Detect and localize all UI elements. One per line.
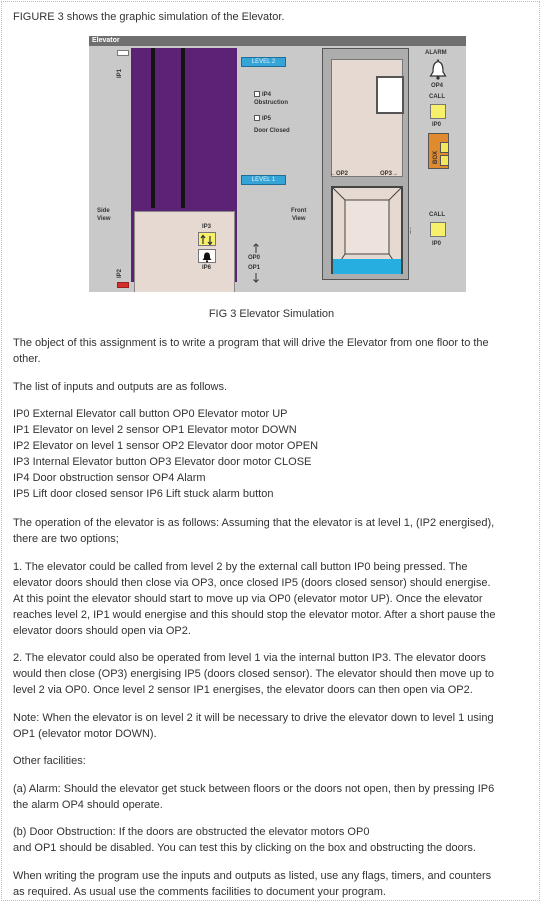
ip6-button[interactable] xyxy=(198,249,216,263)
intro-text: FIGURE 3 shows the graphic simulation of the Elevator. xyxy=(13,11,285,23)
option-1-paragraph xyxy=(13,559,535,639)
up-down-arrows-icon xyxy=(199,234,215,246)
document-page xyxy=(1,1,540,901)
option-1-line-2: elevator doors should then close via OP3, once closed IP5 (doors closed sensor) should energise. xyxy=(13,577,491,589)
front-view-label-2: View xyxy=(292,216,306,222)
op4-label: OP4 xyxy=(431,83,444,89)
operation-paragraph xyxy=(13,515,535,547)
ip6-label: IP6 xyxy=(202,265,212,271)
op0-label: OP0 xyxy=(248,255,261,261)
note-paragraph xyxy=(13,710,535,742)
option-2-line-2: would then close (OP3) energising IP5 (doors closed sensor). The elevator should then move up to xyxy=(13,668,495,680)
obstruction-line-2: and OP1 should be disabled. You can test this by clicking on the box and obstructing the doors. xyxy=(13,842,476,854)
elevator-cable-right xyxy=(181,48,185,208)
figure-caption: FIG 3 Elevator Simulation xyxy=(208,308,335,320)
ip5-row[interactable] xyxy=(254,115,271,123)
operation-line-1: The operation of the elevator is as follows: Assuming that the elevator is at level 1, (IP2 energised), xyxy=(13,517,495,529)
level-2-label: LEVEL 2 xyxy=(251,59,276,65)
note-line-2: OP1 (elevator motor DOWN). xyxy=(13,728,157,740)
level-2-call-button[interactable] xyxy=(430,104,446,119)
door-window xyxy=(376,76,404,114)
list-intro: The list of inputs and outputs are as follows. xyxy=(13,381,228,393)
option-1-line-1: 1. The elevator could be called from level 2 by the external call button IP0 being pressed. The xyxy=(13,561,468,573)
window-title: Elevator xyxy=(92,37,120,44)
obstruction-line-1: (b) Door Obstruction: If the doors are obstructed the elevator motors OP0 xyxy=(13,826,370,838)
final-line-2: as required. As usual use the comments facilities to document your program. xyxy=(13,886,386,898)
final-paragraph xyxy=(13,868,535,900)
objective-line-1: The object of this assignment is to write a program that will drive the Elevator from one floor to the xyxy=(13,337,489,349)
call-label-lower: CALL xyxy=(429,212,445,218)
obstruction-paragraph xyxy=(13,824,535,856)
alarm-line-1: (a) Alarm: Should the elevator get stuck between floors or the doors not open, then by pressing IP6 xyxy=(13,783,495,795)
level-1-indicator xyxy=(241,175,286,185)
io-line-1: IP0 External Elevator call button OP0 Elevator motor UP xyxy=(13,408,288,420)
ip0-label-lower: IP0 xyxy=(432,241,442,247)
level-2-indicator xyxy=(241,57,286,67)
other-facilities-heading: Other facilities: xyxy=(13,755,86,767)
objective-paragraph xyxy=(13,335,535,367)
ip2-sensor xyxy=(117,282,129,288)
level-1-label: LEVEL 1 xyxy=(251,177,276,183)
side-view-label-2: View xyxy=(97,216,111,222)
op1-label: OP1 xyxy=(248,265,261,271)
op3-row: OP3→ xyxy=(380,171,399,177)
final-line-1: When writing the program use the inputs and outputs as listed, use any flags, timers, and counters xyxy=(13,870,492,882)
ip0-label-upper: IP0 xyxy=(432,122,442,128)
elevator-car[interactable] xyxy=(134,211,235,292)
bell-icon xyxy=(199,251,215,263)
call-label-upper: CALL xyxy=(429,94,445,100)
ip5-label: IP5 xyxy=(262,116,272,122)
ip4-checkbox[interactable] xyxy=(254,91,260,97)
box-square-bottom xyxy=(440,155,449,166)
operation-line-2: there are two options; xyxy=(13,533,119,545)
window-titlebar xyxy=(89,36,466,46)
ip5-checkbox[interactable] xyxy=(254,115,260,121)
io-line-6: IP5 Lift door closed sensor IP6 Lift stuck alarm button xyxy=(13,488,274,500)
down-arrow-icon xyxy=(252,273,260,283)
op2-label: OP2 xyxy=(336,171,349,177)
objective-line-2: other. xyxy=(13,353,41,365)
option-2-line-3: level 2 via OP0. Once level 2 sensor IP1 energises, the elevator doors can then open via OP2. xyxy=(13,684,473,696)
front-view-label-1: Front xyxy=(291,208,307,214)
ip3-button[interactable] xyxy=(198,232,216,246)
level-1-call-button[interactable] xyxy=(430,222,446,237)
io-line-3: IP2 Elevator on level 1 sensor OP2 Elevator door motor OPEN xyxy=(13,440,319,452)
elevator-floor xyxy=(333,259,401,274)
elevator-cable-left xyxy=(151,48,155,208)
box-label: BOX xyxy=(433,150,439,164)
side-view-label-1: Side xyxy=(97,208,110,214)
option-1-line-3: At this point the elevator should start to move up via OP0 (elevator motor UP). Once the elevator xyxy=(13,593,483,605)
ip4-label: IP4 xyxy=(262,92,272,98)
alarm-bell-icon xyxy=(429,59,447,81)
io-list xyxy=(13,406,318,502)
ip1-label: IP1 xyxy=(117,68,123,78)
up-arrow-icon xyxy=(252,243,260,253)
op2-row: ←OP2 xyxy=(330,171,349,177)
alarm-label: ALARM xyxy=(425,50,447,56)
alarm-paragraph xyxy=(13,781,535,813)
box-indicator[interactable] xyxy=(428,133,449,169)
op3-label: OP3 xyxy=(380,171,393,177)
ip2-label: IP2 xyxy=(117,268,123,278)
door-closed-label: Door Closed xyxy=(254,128,290,134)
option-2-line-1: 2. The elevator could also be operated from level 1 via the internal button IP3. The elevator doors xyxy=(13,652,486,664)
note-line-1: Note: When the elevator is on level 2 it will be necessary to drive the elevator down to level 1 using xyxy=(13,712,494,724)
ip1-sensor xyxy=(117,50,129,56)
obstruction-label: Obstruction xyxy=(254,100,288,106)
option-1-line-4: reaches level 2, IP1 would energise and this should stop the elevator motor. After a short pause the xyxy=(13,609,496,621)
alarm-line-2: the alarm OP4 should operate. xyxy=(13,799,163,811)
box-square-top xyxy=(440,142,449,153)
ip3-label: IP3 xyxy=(202,224,212,230)
elevator-simulation xyxy=(89,36,466,292)
io-line-4: IP3 Internal Elevator button OP3 Elevator door motor CLOSE xyxy=(13,456,312,468)
io-line-2: IP1 Elevator on level 2 sensor OP1 Elevator motor DOWN xyxy=(13,424,297,436)
option-1-line-5: elevator doors should open via OP2. xyxy=(13,625,191,637)
option-2-paragraph xyxy=(13,650,535,698)
io-line-5: IP4 Door obstruction sensor OP4 Alarm xyxy=(13,472,206,484)
ip4-row[interactable] xyxy=(254,91,271,99)
